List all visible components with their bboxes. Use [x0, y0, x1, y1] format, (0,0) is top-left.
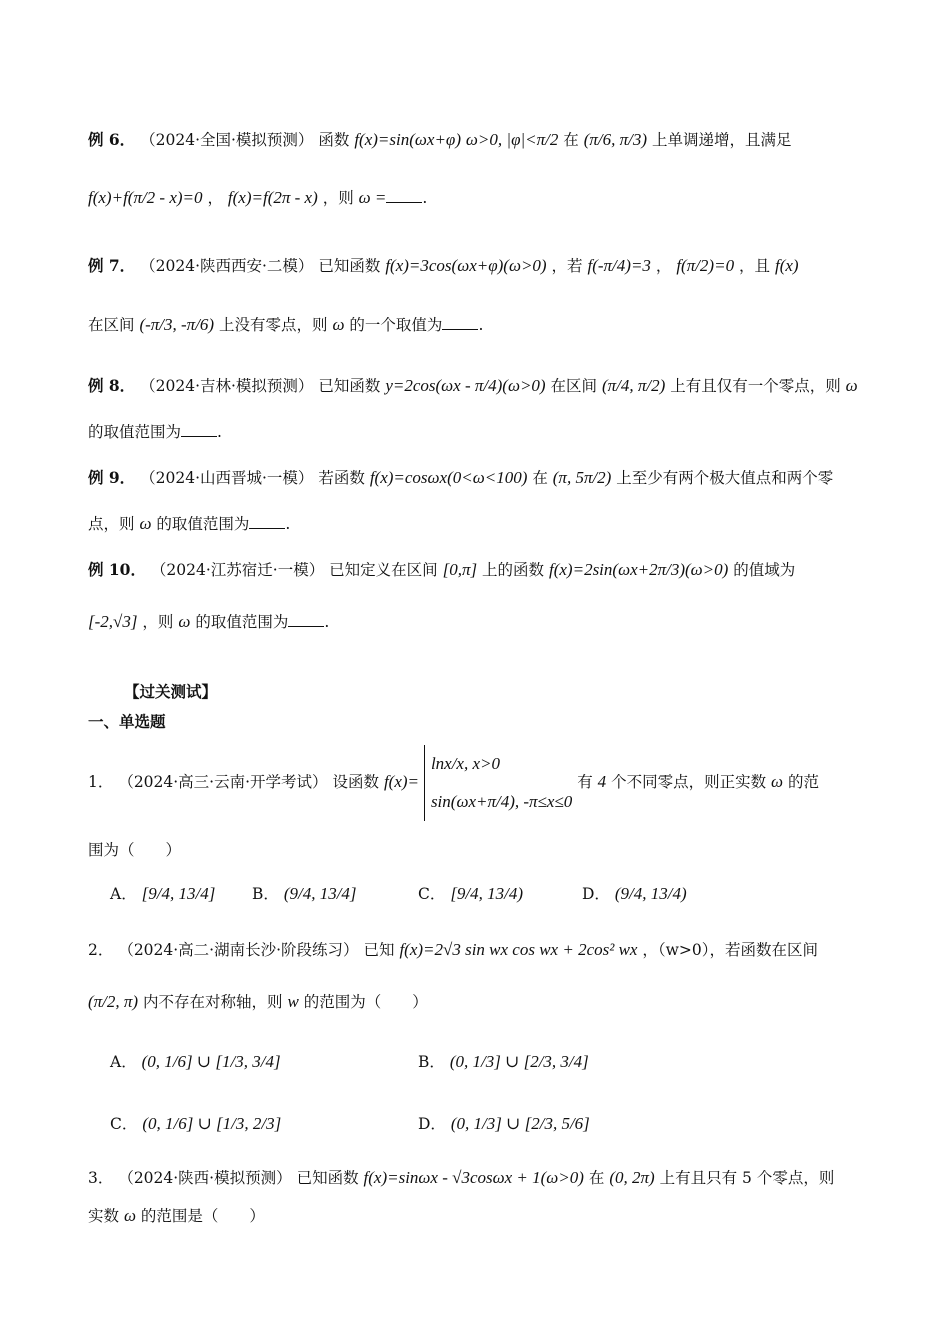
answer-blank [249, 528, 285, 529]
answer-blank [442, 329, 478, 330]
question-source: （2024·高三·云南·开学考试） [118, 773, 328, 791]
section-title: 【过关测试】 [124, 682, 218, 701]
interval: (π/4, π/2) [601, 376, 666, 395]
interval: [0,π] [442, 560, 478, 579]
example-6-line-2: f(x)+f(π/2 - x)=0 ， f(x)=f(2π - x) ，则 ω = . [88, 188, 428, 207]
interval: (π/6, π/3) [583, 130, 648, 149]
question-3-line-1: 3． （2024·陕西·模拟预测） 已知函数 f(x)=sinωx - √3cosωx + 1(ω>0) 在 (0, 2π) 上有且只有 5 个零点，则 [88, 1168, 835, 1187]
range: [-2,√3] [88, 612, 138, 631]
function-formula: f(x)=sinωx - √3cosωx + 1(ω>0) [363, 1168, 584, 1187]
question-2-line-2: (π/2, π) 内不存在对称轴，则 w 的范围为（ ） [88, 992, 428, 1011]
function-formula: f(x)=cosωx(0<ω<100) [369, 468, 528, 487]
function-formula: f(x)=3cos(ωx+φ)(ω>0) [385, 256, 547, 275]
option-d[interactable]: D． (9/4, 13/4) [582, 884, 687, 903]
equation-1: f(x)+f(π/2 - x)=0 [88, 188, 203, 207]
function-formula: f(x)=sin(ωx+φ) [354, 130, 461, 149]
option-a[interactable]: A． (0, 1/6] ∪ [1/3, 3/4] [110, 1052, 281, 1071]
function-formula: f(x)=2sin(ωx+2π/3)(ω>0) [549, 560, 729, 579]
option-c[interactable]: C． (0, 1/6] ∪ [1/3, 2/3] [110, 1114, 282, 1133]
answer-blank [288, 626, 324, 627]
example-source: （2024·陕西西安·二模） [140, 257, 314, 275]
interval: (π/2, π) [88, 992, 139, 1011]
question-2-line-1: 2． （2024·高二·湖南长沙·阶段练习） 已知 f(x)=2√3 sin wx cos wx + 2cos² wx ，（w>0），若函数在区间 [88, 940, 819, 959]
example-8-line-1: 例 8． （2024·吉林·模拟预测） 已知函数 y=2cos(ωx - π/4)(ω>0) 在区间 (π/4, π/2) 上有且仅有一个零点，则 ω [88, 376, 858, 395]
example-9-line-1: 例 9． （2024·山西晋城·一模） 若函数 f(x)=cosωx(0<ω<100) 在 (π, 5π/2) 上至少有两个极大值点和两个零 [88, 468, 834, 487]
example-label: 例 9． [88, 468, 136, 487]
interval: (0, 2π) [609, 1168, 655, 1187]
answer-blank [181, 436, 217, 437]
example-10-line-1: 例 10． （2024·江苏宿迁·一模） 已知定义在区间 [0,π] 上的函数 f(x)=2sin(ωx+2π/3)(ω>0) 的值域为 [88, 560, 796, 579]
example-source: （2024·山西晋城·一模） [140, 469, 314, 487]
question-source: （2024·高二·湖南长沙·阶段练习） [118, 941, 359, 959]
example-10-line-2: [-2,√3] ，则 ω 的取值范围为 . [88, 612, 330, 631]
option-d[interactable]: D． (0, 1/3] ∪ [2/3, 5/6] [418, 1114, 590, 1133]
parameter-condition: ω>0, |φ|<π/2 [465, 130, 559, 149]
example-7-line-1: 例 7． （2024·陕西西安·二模） 已知函数 f(x)=3cos(ωx+φ)(ω>0) ，若 f(-π/4)=3 ， f(π/2)=0 ，且 f(x) [88, 256, 799, 275]
function-formula: y=2cos(ωx - π/4)(ω>0) [385, 376, 546, 395]
interval: (π, 5π/2) [552, 468, 612, 487]
question-number: 1． [88, 773, 114, 791]
equation-2: f(x)=f(2π - x) [227, 188, 318, 207]
example-7-line-2: 在区间 (-π/3, -π/6) 上没有零点，则 ω 的一个取值为 . [88, 315, 484, 334]
question-number: 2． [88, 941, 114, 959]
example-source: （2024·全国·模拟预测） [140, 131, 314, 149]
function-formula: f(x)=2√3 sin wx cos wx + 2cos² wx [399, 940, 638, 959]
subsection-title: 一、单选题 [88, 712, 166, 731]
option-b[interactable]: B． (0, 1/3] ∪ [2/3, 3/4] [418, 1052, 589, 1071]
example-source: （2024·江苏宿迁·一模） [150, 561, 325, 579]
question-1-line-2: 围为（ ） [88, 841, 182, 859]
example-label: 例 6． [88, 130, 136, 149]
question-source: （2024·陕西·模拟预测） [118, 1169, 292, 1187]
example-6-line-1: 例 6． （2024·全国·模拟预测） 函数 f(x)=sin(ωx+φ) ω>0, |φ|<π/2 在 (π/6, π/3) 上单调递增，且满足 [88, 130, 792, 149]
example-label: 例 7． [88, 256, 136, 275]
example-label: 例 8． [88, 376, 136, 395]
example-9-line-2: 点，则 ω 的取值范围为 . [88, 514, 291, 533]
answer-blank [386, 202, 422, 203]
piecewise-function: lnx/x, x>0 sin(ωx+π/4), -π≤x≤0 [424, 745, 572, 821]
option-b[interactable]: B． (9/4, 13/4] [252, 884, 357, 903]
option-a[interactable]: A． [9/4, 13/4] [110, 884, 216, 903]
question-3-line-2: 实数 ω 的范围是（ ） [88, 1206, 265, 1225]
interval: (-π/3, -π/6) [139, 315, 215, 334]
question-1-line-1: 1． （2024·高三·云南·开学考试） 设函数 f(x)= lnx/x, x>0 sin(ωx+π/4), -π≤x≤0 有 4 个不同零点，则正实数 ω 的范 [88, 745, 870, 821]
example-8-line-2: 的取值范围为 . [88, 423, 222, 441]
example-source: （2024·吉林·模拟预测） [140, 377, 314, 395]
example-label: 例 10． [88, 560, 146, 579]
question-number: 3． [88, 1169, 114, 1187]
option-c[interactable]: C． [9/4, 13/4) [418, 884, 524, 903]
